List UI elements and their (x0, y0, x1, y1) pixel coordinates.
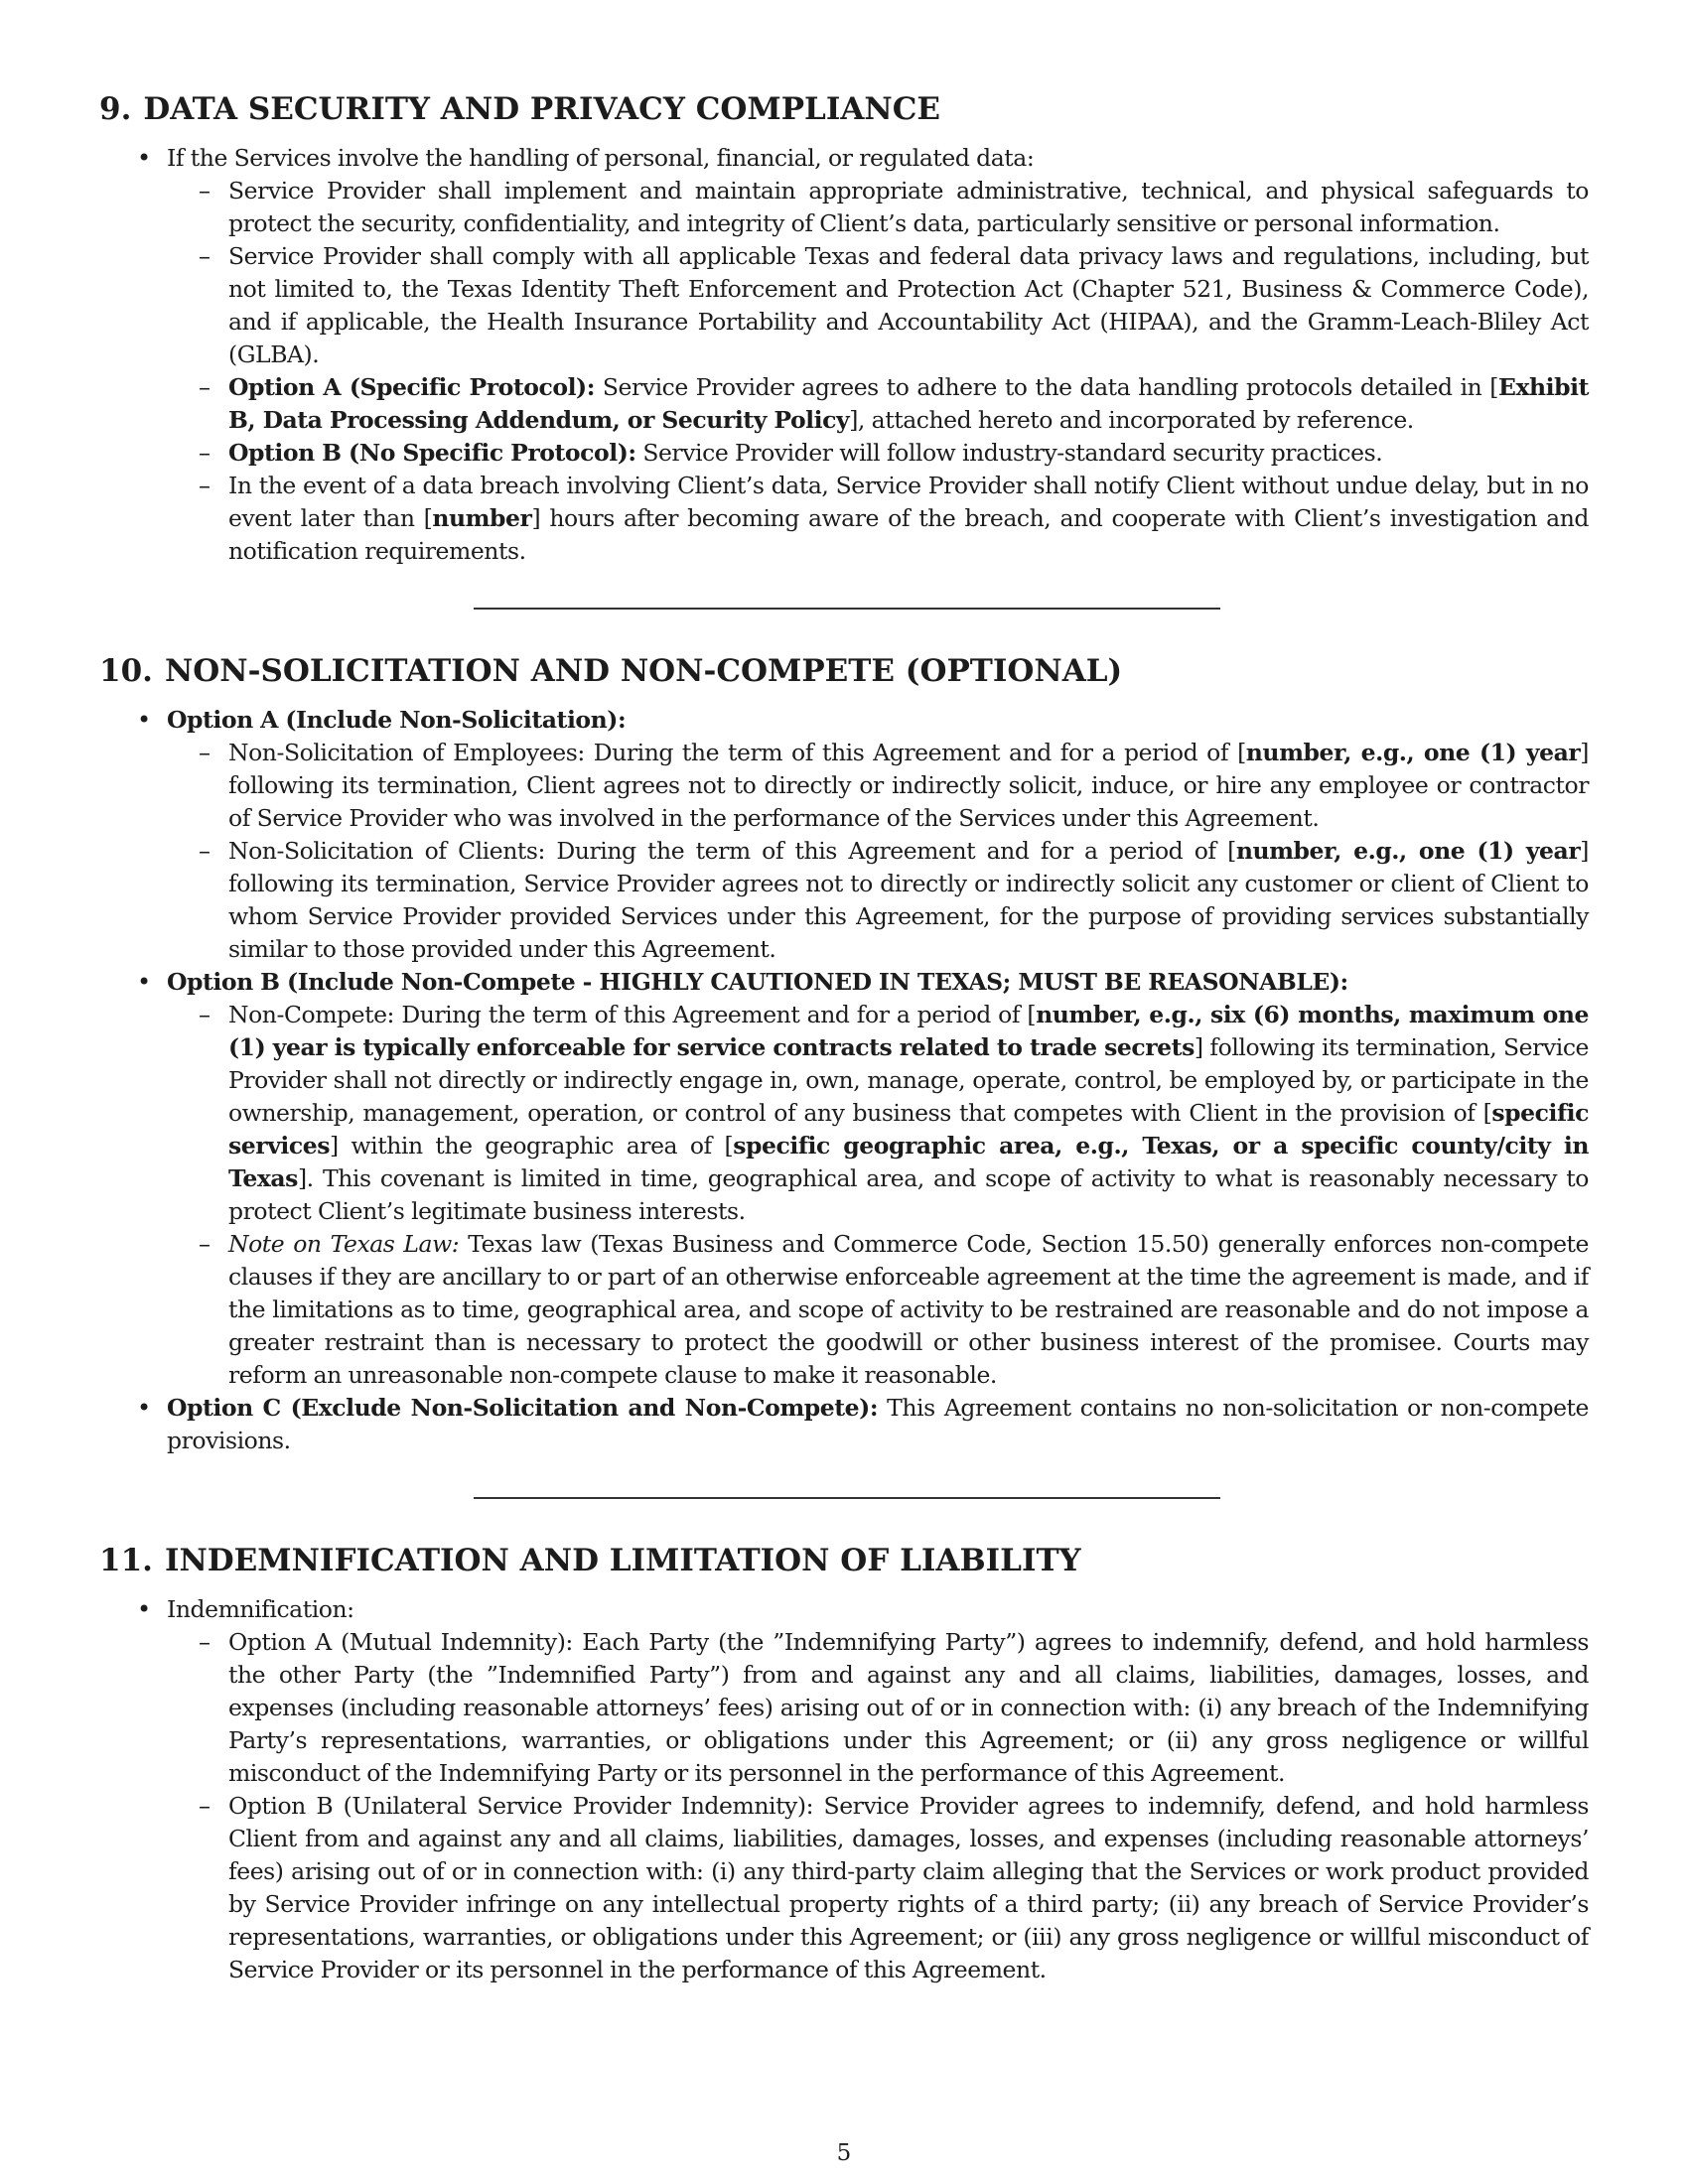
text-run: Non-Solicitation of Employees: During the term of this Agreement and for a period of [ (228, 739, 1246, 766)
text-run: Non-Compete: During the term of this Agreement and for a period of [ (228, 1001, 1037, 1028)
list-item (167, 1392, 1589, 1457)
list-item (228, 175, 1589, 240)
section-11-heading (99, 1541, 1589, 1580)
paragraph (228, 737, 1589, 835)
paragraph (228, 437, 1589, 470)
list-item (228, 437, 1589, 470)
list-item (228, 1228, 1589, 1392)
placeholder-text: specific services (228, 1099, 1589, 1160)
section-number: 9. (99, 91, 132, 127)
placeholder-text: number, e.g., one (1) year (1235, 837, 1581, 865)
paragraph (228, 470, 1589, 568)
list-item (228, 470, 1589, 568)
text-run: ], attached hereto and incorporated by reference. (849, 406, 1414, 434)
section-9-list (99, 142, 1589, 568)
option-label: • Option B (Include Non-Compete - HIGHLY CAUTIONED IN TEXAS; MUST BE REASONABLE): (167, 968, 1348, 996)
list-item (167, 142, 1589, 568)
option-label: Option C (Exclude Non-Solicitation and Non-Compete): (167, 1394, 879, 1422)
text-run: ] following its termination, Client agrees not to directly or indirectly solicit, induce, or hire any employee or contractor of Service Provider who was involved in the performance of the Services under this Agreement. (228, 739, 1590, 832)
sub-list (167, 737, 1589, 966)
list-item (228, 371, 1589, 437)
placeholder-text: number, e.g., one (1) year (1245, 739, 1581, 766)
text-run: Non-Solicitation of Clients: During the term of this Agreement and for a period of [ (228, 837, 1236, 865)
text-run: Service Provider agrees to adhere to the data handling protocols detailed in [ (594, 373, 1498, 401)
section-number: 11. (99, 1543, 153, 1578)
paragraph: – Option B (Unilateral Service Provider Indemnity): Service Provider agrees to indemnify, defend, and hold harmless Client from and against any and all claims, liabilities, damages, losses, and expenses (including reasonable attorneys’ fees) arising out of or in connection with: (i) any third-party claim alleging that the Services or work product provided by Service Provider infringe on any intellectual property rights of a third party; (ii) any breach of Service Provider’s representations, warranties, or obligations under this Agreement; or (iii) any gross negligence or willful misconduct of Service Provider or its personnel in the performance of this Agreement. (228, 1792, 1589, 1983)
option-label: Option B (No Specific Protocol): (228, 439, 636, 467)
section-title: DATA SECURITY AND PRIVACY COMPLIANCE (143, 91, 941, 127)
section-11-list (99, 1593, 1589, 1986)
option-label: Option A (Specific Protocol): (228, 373, 595, 401)
document-page (99, 89, 1589, 1986)
placeholder-text: specific geographic area, e.g., Texas, or a specific county/city in Texas (228, 1132, 1589, 1192)
placeholder-text: number, e.g., six (6) months, maximum one (1) year is typically enforceable for service contracts related to trade secrets (228, 1001, 1589, 1061)
list-item (228, 737, 1589, 835)
text-run: ] following its termination, Service Provider shall not directly or indirectly engage in, own, manage, operate, control, be employed by, or participate in the ownership, management, operation, or control of any business that competes with Client in the provision of [ (228, 1033, 1589, 1127)
paragraph (228, 371, 1589, 437)
text-run: ] within the geographic area of [ (330, 1132, 734, 1160)
list-item (228, 1790, 1589, 1986)
text-run: This Agreement contains no non-solicitation or non-compete provisions. (167, 1394, 1589, 1454)
sub-list (167, 1626, 1589, 1986)
paragraph (167, 1392, 1589, 1457)
section-title: NON-SOLICITATION AND NON-COMPETE (OPTIONAL) (164, 653, 1123, 689)
paragraph: • Indemnification: (167, 1595, 354, 1623)
paragraph (228, 835, 1589, 966)
sub-list (167, 999, 1589, 1392)
list-item (167, 1593, 1589, 1986)
list-item (167, 966, 1589, 1392)
list-item (167, 704, 1589, 966)
text-run: ]. This covenant is limited in time, geographical area, and scope of activity to what is reasonably necessary to protect Client’s legitimate business interests. (228, 1164, 1589, 1225)
paragraph (228, 999, 1589, 1228)
section-10-heading (99, 651, 1589, 691)
paragraph (228, 1228, 1589, 1392)
list-item (228, 999, 1589, 1228)
text-run: Service Provider will follow industry-standard security practices. (635, 439, 1383, 467)
paragraph: – Service Provider shall implement and maintain appropriate administrative, technical, and physical safeguards to protect the security, confidentiality, and integrity of Client’s data, particularly sensitive or personal information. (228, 177, 1589, 237)
section-divider (474, 608, 1220, 610)
paragraph: – Option A (Mutual Indemnity): Each Party (the ”Indemnifying Party”) agrees to indemnify, defend, and hold harmless the other Party (the ”Indemnified Party”) from and against any and all claims, liabilities, damages, losses, and expenses (including reasonable attorneys’ fees) arising out of or in connection with: (i) any breach of the Indemnifying Party’s representations, warranties, or obligations under this Agreement; or (ii) any gross negligence or willful misconduct of the Indemnifying Party or its personnel in the performance of this Agreement. (228, 1628, 1589, 1787)
section-9-heading (99, 89, 1589, 129)
placeholder-text: Exhibit B, Data Processing Addendum, or Security Policy (228, 373, 1589, 434)
sub-list (167, 175, 1589, 568)
section-number: 10. (99, 653, 153, 689)
text-run: ] following its termination, Service Provider agrees not to directly or indirectly solicit any customer or client of Client to whom Service Provider provided Services under this Agreement, for the purpose of providing services substantially similar to those provided under this Agreement. (228, 837, 1589, 963)
paragraph: – Service Provider shall comply with all applicable Texas and federal data privacy laws and regulations, including, but not limited to, the Texas Identity Theft Enforcement and Protection Act (Chapter 521, Business & Commerce Code), and if applicable, the Health Insurance Portability and Accountability Act (HIPAA), and the Gramm-Leach-Bliley Act (GLBA). (228, 242, 1589, 368)
text-run: In the event of a data breach involving Client’s data, Service Provider shall notify Client without undue delay, but in no event later than [ (228, 472, 1589, 532)
section-divider (474, 1497, 1220, 1499)
list-item (228, 1626, 1589, 1790)
section-title: INDEMNIFICATION AND LIMITATION OF LIABILITY (164, 1543, 1081, 1578)
text-run: ] hours after becoming aware of the breach, and cooperate with Client’s investigation and notification requirements. (228, 504, 1589, 565)
option-label: • Option A (Include Non-Solicitation): (167, 706, 627, 734)
section-10-list (99, 704, 1589, 1457)
list-item (228, 835, 1589, 966)
placeholder-text: number (432, 504, 532, 532)
page-number: 5 (836, 2140, 852, 2166)
paragraph: • If the Services involve the handling of personal, financial, or regulated data: (167, 144, 1035, 172)
text-run: Texas law (Texas Business and Commerce Code, Section 15.50) generally enforces non-compete clauses if they are ancillary to or part of an otherwise enforceable agreement at the time the agreement is made, and if the limitations as to time, geographical area, and scope of activity to be restrained are reasonable and do not impose a greater restraint than is necessary to protect the goodwill or other business interest of the promisee. Courts may reform an unreasonable non-compete clause to make it reasonable. (228, 1230, 1590, 1389)
list-item (228, 240, 1589, 371)
note-label: Note on Texas Law: (228, 1230, 460, 1258)
